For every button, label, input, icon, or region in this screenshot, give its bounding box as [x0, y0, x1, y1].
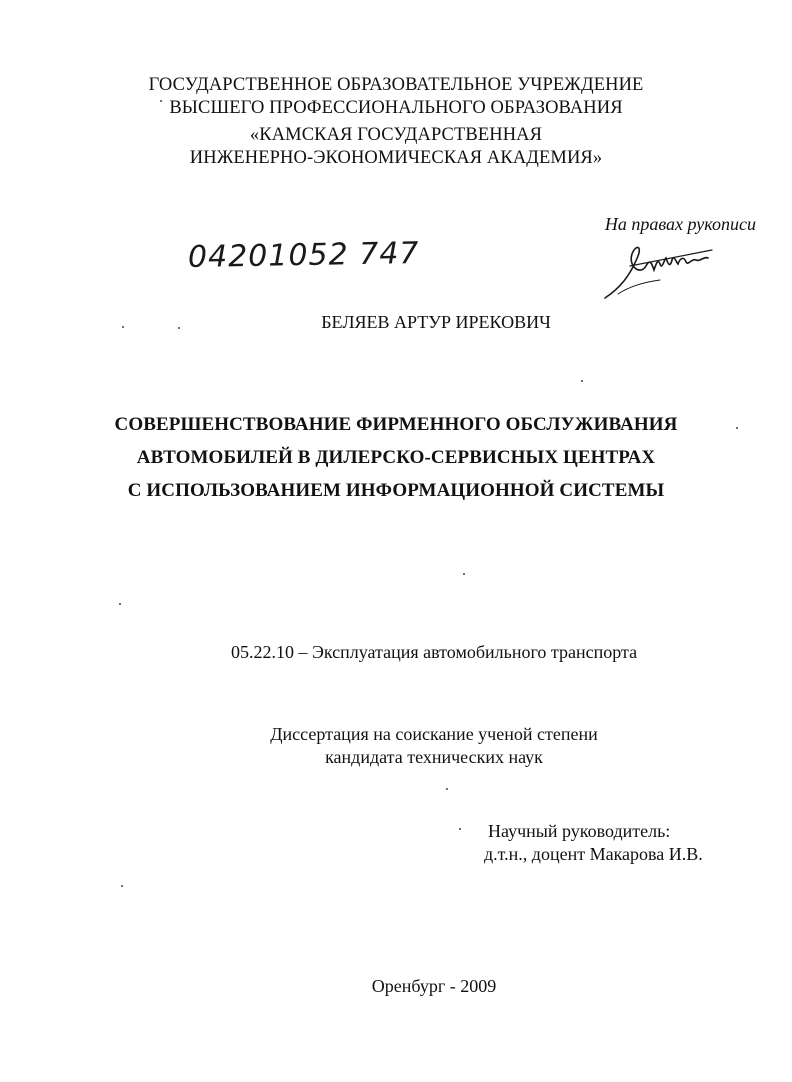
- institution-line-3: «КАМСКАЯ ГОСУДАРСТВЕННАЯ: [249, 125, 543, 145]
- signature-icon: [600, 236, 720, 306]
- handwritten-number: 04201052 747: [187, 235, 420, 276]
- scan-speck: [121, 885, 123, 887]
- supervisor-name: д.т.н., доцент Макарова И.В.: [484, 844, 703, 864]
- degree-line-1: Диссертация на соискание ученой степени: [270, 724, 598, 744]
- institution-line-2: ВЫСШЕГО ПРОФЕССИОНАЛЬНОГО ОБРАЗОВАНИЯ: [169, 98, 623, 118]
- author-name: БЕЛЯЕВ АРТУР ИРЕКОВИЧ: [321, 312, 551, 332]
- specialty: 05.22.10 – Эксплуатация автомобильного транспорта: [230, 642, 638, 662]
- manuscript-note: На правах рукописи: [604, 214, 756, 234]
- title-line-1: СОВЕРШЕНСТВОВАНИЕ ФИРМЕННОГО ОБСЛУЖИВАНИЯ: [114, 414, 678, 435]
- supervisor-label: Научный руководитель:: [488, 821, 671, 841]
- degree-line-2: кандидата технических наук: [325, 747, 543, 767]
- scan-speck: [178, 327, 180, 329]
- place-year: Оренбург - 2009: [371, 976, 497, 996]
- scan-speck: [160, 100, 162, 102]
- scan-speck: [446, 788, 448, 790]
- institution-line-4: ИНЖЕНЕРНО-ЭКОНОМИЧЕСКАЯ АКАДЕМИЯ»: [189, 148, 603, 168]
- scan-speck: [119, 603, 121, 605]
- scan-speck: [736, 427, 738, 429]
- title-line-3: С ИСПОЛЬЗОВАНИЕМ ИНФОРМАЦИОННОЙ СИСТЕМЫ: [127, 480, 665, 501]
- scan-speck: [459, 828, 461, 830]
- scan-speck: [122, 326, 124, 328]
- scan-speck: [463, 573, 465, 575]
- institution-line-1: ГОСУДАРСТВЕННОЕ ОБРАЗОВАТЕЛЬНОЕ УЧРЕЖДЕНИЕ: [148, 75, 644, 95]
- title-line-2: АВТОМОБИЛЕЙ В ДИЛЕРСКО-СЕРВИСНЫХ ЦЕНТРАХ: [136, 447, 656, 468]
- scan-speck: [581, 380, 583, 382]
